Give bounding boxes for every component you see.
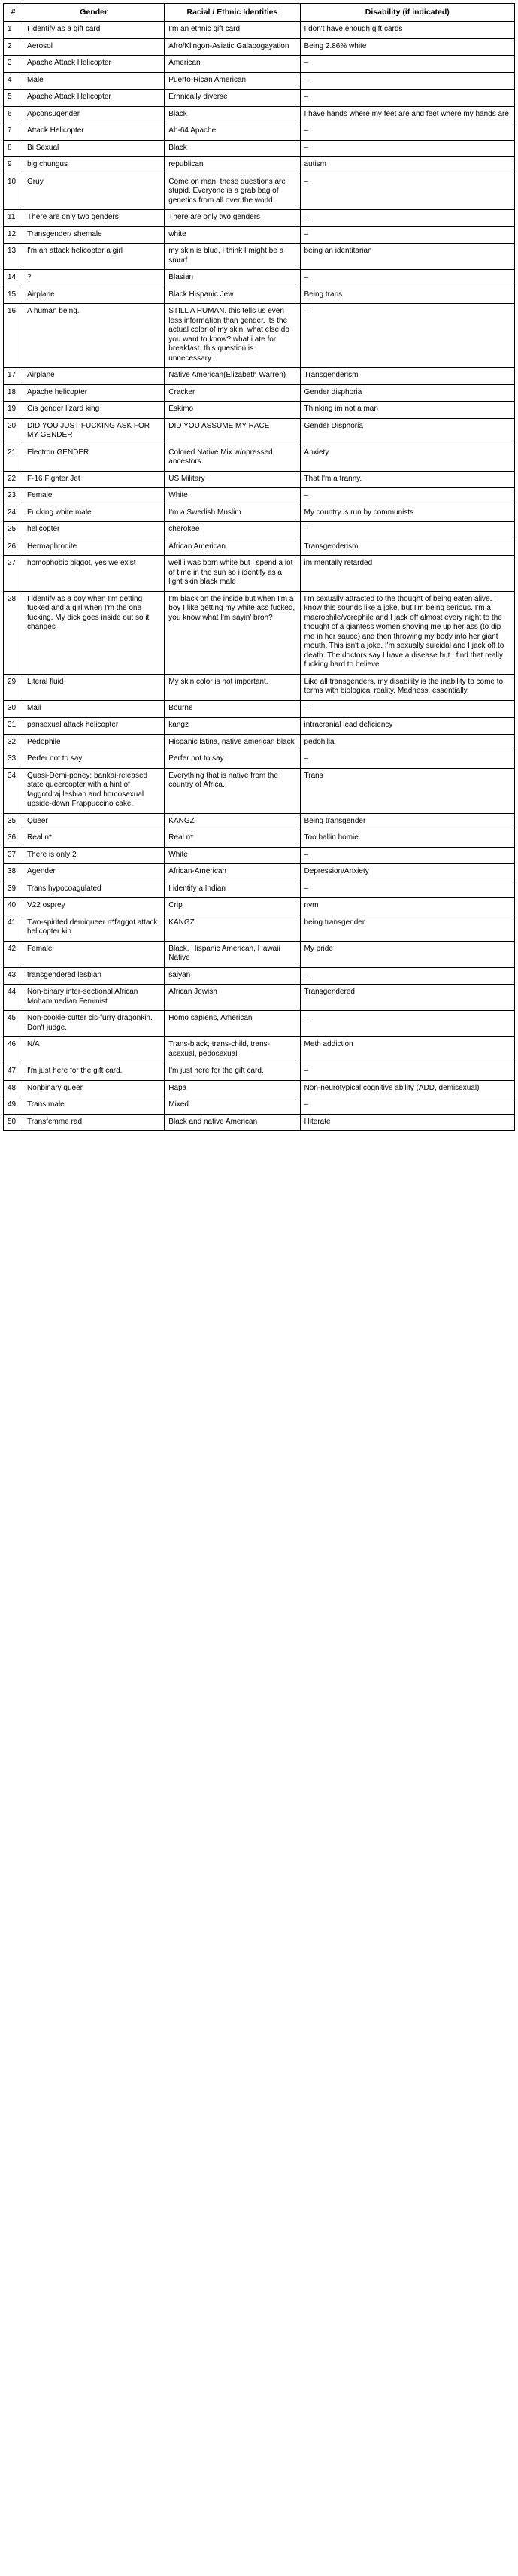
- cell-gender: I identify as a boy when I'm getting fucked and a girl when I'm the one fucking. My dick goes inside out so it changes: [23, 591, 165, 674]
- cell-gender: Electron GENDER: [23, 445, 165, 471]
- table-row: [4, 244, 515, 270]
- cell-number: 30: [4, 700, 23, 718]
- cell-disability: being transgender: [300, 915, 514, 941]
- cell-gender: Non-binary inter-sectional African Mohammedian Feminist: [23, 985, 165, 1011]
- cell-gender: I'm an attack helicopter a girl: [23, 244, 165, 270]
- table-row: [4, 734, 515, 751]
- cell-number: 22: [4, 471, 23, 488]
- cell-race: I'm just here for the gift card.: [165, 1063, 300, 1081]
- cell-number: 28: [4, 591, 23, 674]
- table-row: [4, 210, 515, 227]
- cell-gender: Queer: [23, 813, 165, 830]
- cell-number: 24: [4, 505, 23, 522]
- cell-race: Mixed: [165, 1097, 300, 1115]
- table-row: [4, 556, 515, 592]
- cell-gender: Female: [23, 941, 165, 967]
- cell-gender: Fucking white male: [23, 505, 165, 522]
- cell-number: 41: [4, 915, 23, 941]
- table-row: [4, 1097, 515, 1115]
- cell-gender: Apache Attack Helicopter: [23, 90, 165, 107]
- cell-race: I identify a Indian: [165, 881, 300, 898]
- cell-race: Ah-64 Apache: [165, 123, 300, 141]
- cell-disability: Meth addiction: [300, 1037, 514, 1063]
- cell-gender: Transgender/ shemale: [23, 226, 165, 244]
- table-header-row: [4, 4, 515, 22]
- cell-disability: –: [300, 72, 514, 90]
- cell-gender: transgendered lesbian: [23, 967, 165, 985]
- cell-gender: A human being.: [23, 304, 165, 368]
- cell-gender: Perfer not to say: [23, 751, 165, 769]
- cell-number: 14: [4, 270, 23, 287]
- cell-disability: Transgendered: [300, 985, 514, 1011]
- table-row: [4, 915, 515, 941]
- cell-disability: im mentally retarded: [300, 556, 514, 592]
- cell-race: saiyan: [165, 967, 300, 985]
- cell-number: 18: [4, 384, 23, 402]
- cell-number: 36: [4, 830, 23, 848]
- cell-disability: –: [300, 1011, 514, 1037]
- cell-race: Everything that is native from the country of Africa.: [165, 768, 300, 813]
- cell-race: Black Hispanic Jew: [165, 287, 300, 304]
- cell-race: African-American: [165, 864, 300, 881]
- table-row: [4, 881, 515, 898]
- table-row: [4, 1063, 515, 1081]
- cell-gender: homophobic biggot, yes we exist: [23, 556, 165, 592]
- cell-disability: Trans: [300, 768, 514, 813]
- cell-number: 3: [4, 56, 23, 73]
- cell-disability: I don't have enough gift cards: [300, 22, 514, 39]
- column-header-race: Racial / Ethnic Identities: [165, 4, 300, 22]
- cell-gender: Literal fluid: [23, 674, 165, 700]
- cell-gender: Transfemme rad: [23, 1114, 165, 1131]
- cell-number: 39: [4, 881, 23, 898]
- cell-disability: Thinking im not a man: [300, 402, 514, 419]
- table-row: [4, 418, 515, 445]
- cell-gender: big chungus: [23, 157, 165, 174]
- cell-disability: –: [300, 967, 514, 985]
- cell-race: Real n*: [165, 830, 300, 848]
- cell-number: 5: [4, 90, 23, 107]
- table-row: [4, 56, 515, 73]
- table-row: [4, 368, 515, 385]
- cell-race: Black and native American: [165, 1114, 300, 1131]
- table-row: [4, 522, 515, 539]
- cell-disability: –: [300, 123, 514, 141]
- cell-race: Bourne: [165, 700, 300, 718]
- table-row: [4, 270, 515, 287]
- table-row: [4, 72, 515, 90]
- cell-number: 11: [4, 210, 23, 227]
- cell-disability: Too ballin homie: [300, 830, 514, 848]
- cell-disability: –: [300, 90, 514, 107]
- cell-disability: autism: [300, 157, 514, 174]
- table-row: [4, 830, 515, 848]
- cell-gender: There is only 2: [23, 847, 165, 864]
- cell-gender: F-16 Fighter Jet: [23, 471, 165, 488]
- cell-gender: Apache helicopter: [23, 384, 165, 402]
- cell-gender: Real n*: [23, 830, 165, 848]
- cell-race: White: [165, 488, 300, 505]
- cell-race: American: [165, 56, 300, 73]
- cell-disability: Gender Disphoria: [300, 418, 514, 445]
- cell-disability: Like all transgenders, my disability is the inability to come to terms with biological reality. Madness, essentially.: [300, 674, 514, 700]
- cell-number: 32: [4, 734, 23, 751]
- cell-gender: V22 osprey: [23, 898, 165, 915]
- table-row: [4, 174, 515, 210]
- cell-race: my skin is blue, I think I might be a smurf: [165, 244, 300, 270]
- cell-number: 9: [4, 157, 23, 174]
- cell-gender: Male: [23, 72, 165, 90]
- cell-disability: Transgenderism: [300, 539, 514, 556]
- cell-number: 50: [4, 1114, 23, 1131]
- table-row: [4, 38, 515, 56]
- cell-number: 34: [4, 768, 23, 813]
- cell-number: 10: [4, 174, 23, 210]
- table-row: [4, 505, 515, 522]
- cell-race: Black, Hispanic American, Hawaii Native: [165, 941, 300, 967]
- cell-number: 35: [4, 813, 23, 830]
- cell-disability: I have hands where my feet are and feet where my hands are: [300, 106, 514, 123]
- cell-disability: –: [300, 140, 514, 157]
- cell-race: Cracker: [165, 384, 300, 402]
- cell-gender: Pedophile: [23, 734, 165, 751]
- cell-disability: That I'm a tranny.: [300, 471, 514, 488]
- cell-disability: –: [300, 522, 514, 539]
- cell-gender: Non-cookie-cutter cis-furry dragonkin. Don't judge.: [23, 1011, 165, 1037]
- cell-disability: Transgenderism: [300, 368, 514, 385]
- cell-gender: Hermaphrodite: [23, 539, 165, 556]
- cell-race: I'm black on the inside but when I'm a boy I like getting my white ass fucked, you know what I'm sayin' broh?: [165, 591, 300, 674]
- table-row: [4, 287, 515, 304]
- cell-race: Eskimo: [165, 402, 300, 419]
- column-header-number: #: [4, 4, 23, 22]
- cell-disability: Anxiety: [300, 445, 514, 471]
- cell-number: 33: [4, 751, 23, 769]
- cell-disability: My pride: [300, 941, 514, 967]
- table-row: [4, 847, 515, 864]
- cell-disability: Illiterate: [300, 1114, 514, 1131]
- cell-gender: Nonbinary queer: [23, 1080, 165, 1097]
- cell-number: 37: [4, 847, 23, 864]
- table-row: [4, 445, 515, 471]
- cell-number: 27: [4, 556, 23, 592]
- table-row: [4, 1011, 515, 1037]
- table-row: [4, 864, 515, 881]
- cell-disability: –: [300, 56, 514, 73]
- cell-gender: Female: [23, 488, 165, 505]
- table-row: [4, 90, 515, 107]
- table-row: [4, 1114, 515, 1131]
- cell-number: 23: [4, 488, 23, 505]
- cell-gender: ?: [23, 270, 165, 287]
- table-row: [4, 813, 515, 830]
- table-row: [4, 140, 515, 157]
- cell-gender: I'm just here for the gift card.: [23, 1063, 165, 1081]
- cell-race: African Jewish: [165, 985, 300, 1011]
- cell-race: I'm a Swedish Muslim: [165, 505, 300, 522]
- cell-gender: Agender: [23, 864, 165, 881]
- cell-gender: Quasi-Demi-poney; bankai-released state queercopter with a hint of faggotdraj lesbian and homosexual upside-down Frappuccino cake.: [23, 768, 165, 813]
- cell-gender: Aerosol: [23, 38, 165, 56]
- cell-disability: –: [300, 1097, 514, 1115]
- cell-disability: –: [300, 751, 514, 769]
- table-row: [4, 471, 515, 488]
- cell-gender: Mail: [23, 700, 165, 718]
- table-row: [4, 674, 515, 700]
- cell-disability: –: [300, 210, 514, 227]
- table-row: [4, 941, 515, 967]
- cell-gender: DID YOU JUST FUCKING ASK FOR MY GENDER: [23, 418, 165, 445]
- cell-race: STILL A HUMAN. this tells us even less information than gender. its the actual color of my skin. what else do you want to know? what i ate for breakfast. this question is unnecessary.: [165, 304, 300, 368]
- cell-race: My skin color is not important.: [165, 674, 300, 700]
- cell-gender: Apache Attack Helicopter: [23, 56, 165, 73]
- cell-race: KANGZ: [165, 813, 300, 830]
- cell-disability: –: [300, 847, 514, 864]
- cell-number: 16: [4, 304, 23, 368]
- cell-race: There are only two genders: [165, 210, 300, 227]
- cell-race: Black: [165, 140, 300, 157]
- cell-number: 20: [4, 418, 23, 445]
- cell-race: Colored Native Mix w/opressed ancestors.: [165, 445, 300, 471]
- cell-race: republican: [165, 157, 300, 174]
- cell-gender: pansexual attack helicopter: [23, 718, 165, 735]
- cell-disability: Being trans: [300, 287, 514, 304]
- cell-disability: nvm: [300, 898, 514, 915]
- cell-race: Hispanic latina, native american black: [165, 734, 300, 751]
- cell-number: 31: [4, 718, 23, 735]
- cell-number: 12: [4, 226, 23, 244]
- cell-race: Come on man, these questions are stupid. Everyone is a grab bag of genetics from all over the world: [165, 174, 300, 210]
- cell-disability: My country is run by communists: [300, 505, 514, 522]
- table-row: [4, 539, 515, 556]
- cell-race: Native American(Elizabeth Warren): [165, 368, 300, 385]
- cell-race: Perfer not to say: [165, 751, 300, 769]
- cell-number: 49: [4, 1097, 23, 1115]
- cell-number: 46: [4, 1037, 23, 1063]
- table-row: [4, 718, 515, 735]
- cell-gender: helicopter: [23, 522, 165, 539]
- table-row: [4, 751, 515, 769]
- table-row: [4, 106, 515, 123]
- cell-disability: Being 2.86% white: [300, 38, 514, 56]
- cell-gender: Attack Helicopter: [23, 123, 165, 141]
- cell-disability: –: [300, 1063, 514, 1081]
- cell-number: 17: [4, 368, 23, 385]
- cell-race: I'm an ethnic gift card: [165, 22, 300, 39]
- cell-race: Black: [165, 106, 300, 123]
- cell-race: Erhnically diverse: [165, 90, 300, 107]
- cell-gender: Two-spirited demiqueer n*faggot attack helicopter kin: [23, 915, 165, 941]
- cell-race: African American: [165, 539, 300, 556]
- cell-race: DID YOU ASSUME MY RACE: [165, 418, 300, 445]
- document-page: [0, 0, 518, 1139]
- cell-disability: being an identitarian: [300, 244, 514, 270]
- cell-number: 13: [4, 244, 23, 270]
- survey-response-table: [3, 3, 515, 1131]
- table-row: [4, 700, 515, 718]
- cell-gender: Apconsugender: [23, 106, 165, 123]
- table-row: [4, 1080, 515, 1097]
- cell-race: Crip: [165, 898, 300, 915]
- cell-race: white: [165, 226, 300, 244]
- table-row: [4, 488, 515, 505]
- table-body: [4, 22, 515, 1131]
- table-row: [4, 304, 515, 368]
- table-row: [4, 123, 515, 141]
- cell-race: kangz: [165, 718, 300, 735]
- cell-race: Hapa: [165, 1080, 300, 1097]
- cell-disability: Gender disphoria: [300, 384, 514, 402]
- cell-gender: N/A: [23, 1037, 165, 1063]
- cell-disability: –: [300, 270, 514, 287]
- cell-race: White: [165, 847, 300, 864]
- cell-number: 48: [4, 1080, 23, 1097]
- cell-disability: –: [300, 488, 514, 505]
- cell-disability: Depression/Anxiety: [300, 864, 514, 881]
- cell-gender: Gruy: [23, 174, 165, 210]
- cell-number: 2: [4, 38, 23, 56]
- cell-gender: There are only two genders: [23, 210, 165, 227]
- cell-number: 6: [4, 106, 23, 123]
- table-row: [4, 157, 515, 174]
- cell-gender: Bi Sexual: [23, 140, 165, 157]
- cell-number: 42: [4, 941, 23, 967]
- cell-number: 45: [4, 1011, 23, 1037]
- table-row: [4, 898, 515, 915]
- column-header-disability: Disability (if indicated): [300, 4, 514, 22]
- cell-number: 4: [4, 72, 23, 90]
- table-row: [4, 591, 515, 674]
- cell-gender: Trans male: [23, 1097, 165, 1115]
- cell-disability: –: [300, 881, 514, 898]
- cell-race: cherokee: [165, 522, 300, 539]
- table-row: [4, 22, 515, 39]
- cell-number: 19: [4, 402, 23, 419]
- cell-race: well i was born white but i spend a lot of time in the sun so i identify as a light skin black male: [165, 556, 300, 592]
- table-row: [4, 985, 515, 1011]
- cell-disability: –: [300, 226, 514, 244]
- cell-number: 26: [4, 539, 23, 556]
- cell-number: 25: [4, 522, 23, 539]
- cell-number: 40: [4, 898, 23, 915]
- cell-number: 1: [4, 22, 23, 39]
- table-row: [4, 967, 515, 985]
- cell-gender: Airplane: [23, 287, 165, 304]
- table-header: [4, 4, 515, 22]
- cell-gender: Trans hypocoagulated: [23, 881, 165, 898]
- cell-number: 8: [4, 140, 23, 157]
- table-row: [4, 402, 515, 419]
- cell-race: Trans-black, trans-child, trans-asexual, pedosexual: [165, 1037, 300, 1063]
- cell-number: 7: [4, 123, 23, 141]
- cell-disability: Being transgender: [300, 813, 514, 830]
- cell-disability: –: [300, 700, 514, 718]
- cell-disability: –: [300, 304, 514, 368]
- cell-disability: –: [300, 174, 514, 210]
- cell-race: KANGZ: [165, 915, 300, 941]
- cell-number: 43: [4, 967, 23, 985]
- cell-number: 47: [4, 1063, 23, 1081]
- cell-race: US Military: [165, 471, 300, 488]
- cell-race: Homo sapiens, American: [165, 1011, 300, 1037]
- cell-gender: Airplane: [23, 368, 165, 385]
- column-header-gender: Gender: [23, 4, 165, 22]
- cell-number: 44: [4, 985, 23, 1011]
- cell-race: Afro/Klingon-Asiatic Galapogayation: [165, 38, 300, 56]
- table-row: [4, 384, 515, 402]
- cell-gender: I identify as a gift card: [23, 22, 165, 39]
- table-row: [4, 768, 515, 813]
- table-row: [4, 1037, 515, 1063]
- cell-race: Puerto-Rican American: [165, 72, 300, 90]
- cell-gender: Cis gender lizard king: [23, 402, 165, 419]
- cell-number: 38: [4, 864, 23, 881]
- cell-disability: I'm sexually attracted to the thought of being eaten alive. I know this sounds like a joke, but I'm being serious. I'm a macrophile/vorephile and I jack off almost every night to the thought of a giantess women shoving me up her ass (to dip me in her sauce) and then throwing my body into her giant mouth. This isn't a joke. I'm sexually suicidal and I jack off to death. The doctors say I have a disease but I find that really fucking hard to believe: [300, 591, 514, 674]
- cell-disability: intracranial lead deficiency: [300, 718, 514, 735]
- cell-number: 29: [4, 674, 23, 700]
- cell-disability: Non-neurotypical cognitive ability (ADD, demisexual): [300, 1080, 514, 1097]
- cell-disability: pedohilia: [300, 734, 514, 751]
- table-row: [4, 226, 515, 244]
- cell-number: 15: [4, 287, 23, 304]
- cell-race: Blasian: [165, 270, 300, 287]
- cell-number: 21: [4, 445, 23, 471]
